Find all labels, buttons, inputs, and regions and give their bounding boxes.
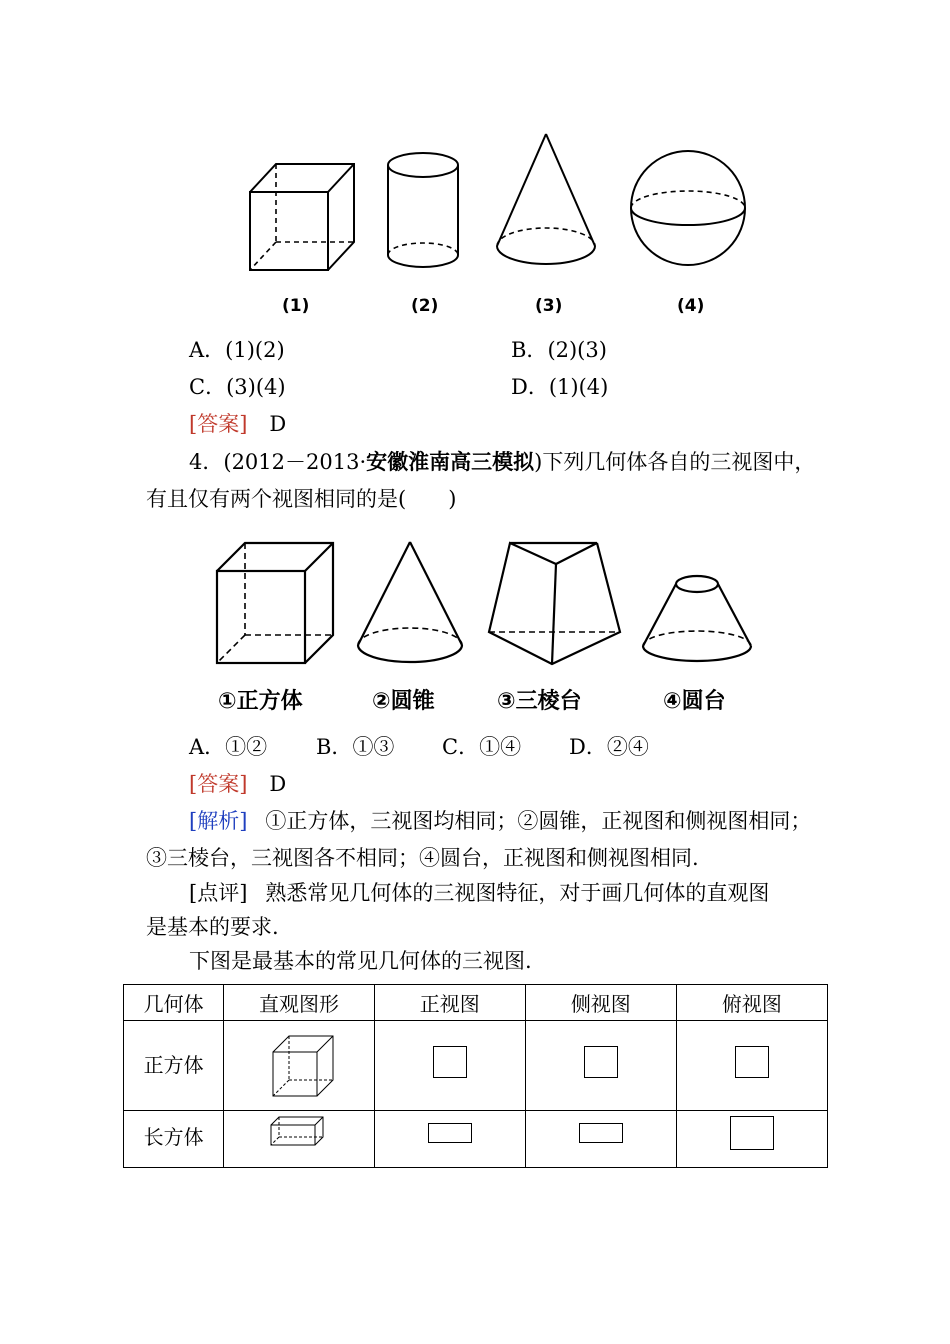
front-view-cell	[374, 1111, 525, 1168]
q3-cylinder-figure	[388, 153, 458, 267]
q3-sphere-figure	[631, 151, 745, 265]
q3-figure-label-2: (2)	[411, 296, 439, 316]
q4-figure-label-1: ①正方体	[218, 689, 303, 714]
header-cell: 俯视图	[676, 985, 827, 1021]
q3-option-a: A．(1)(2)	[189, 338, 285, 362]
top-view-square	[735, 1046, 769, 1078]
q4-comment-line2: 是基本的要求.	[146, 915, 279, 939]
table-intro: 下图是最基本的常见几何体的三视图.	[189, 949, 532, 973]
q4-option-a: A．①②	[189, 735, 268, 759]
q3-figure-label-3: (3)	[535, 296, 563, 316]
header-cell: 几何体	[124, 985, 224, 1021]
q4-option-c: C．①④	[442, 735, 522, 759]
q4-figures	[0, 530, 950, 680]
q4-figure-label-4: ④圆台	[663, 689, 726, 714]
cube-sketch	[259, 1028, 339, 1098]
header-cell: 侧视图	[525, 985, 676, 1021]
three-view-table	[123, 984, 828, 1168]
q3-cube-figure	[250, 164, 354, 270]
side-view-rect	[579, 1123, 623, 1143]
top-view-rect	[730, 1116, 774, 1150]
cuboid-sketch-cell	[224, 1111, 374, 1168]
comment-tag: [点评]	[189, 881, 248, 905]
cuboid-sketch	[267, 1113, 331, 1149]
table-row	[124, 1111, 828, 1168]
front-view-cell	[374, 1021, 525, 1111]
q3-answer: [答案] D	[189, 412, 287, 436]
q4-answer: [答案] D	[189, 772, 287, 796]
q3-figure-label-4: (4)	[677, 296, 705, 316]
q4-option-d: D．②④	[569, 735, 649, 759]
q4-stem-line1: 4．(2012－2013·安徽淮南高三模拟)下列几何体各自的三视图中，	[189, 449, 816, 474]
q4-cone-frustum-figure	[643, 576, 751, 661]
q3-option-b: B．(2)(3)	[511, 338, 607, 362]
analysis-tag: [解析]	[189, 809, 248, 833]
front-view-square	[433, 1046, 467, 1078]
q4-analysis-line2: ③三棱台，三视图各不相同；④圆台，正视图和侧视图相同.	[146, 846, 699, 870]
q4-analysis-line1: [解析] ①正方体，三视图均相同；②圆锥，正视图和侧视图相同；	[189, 809, 812, 833]
header-cell: 直观图形	[224, 985, 374, 1021]
q4-option-b: B．①③	[316, 735, 395, 759]
side-view-cell	[525, 1021, 676, 1111]
row-name: 正方体	[124, 1021, 224, 1111]
q4-stem-line2: 有且仅有两个视图相同的是( )	[146, 487, 457, 511]
side-view-square	[584, 1046, 618, 1078]
side-view-cell	[525, 1111, 676, 1168]
answer-tag: [答案]	[189, 412, 248, 436]
answer-tag: [答案]	[189, 772, 248, 796]
q3-figures	[0, 120, 950, 420]
table-row	[124, 1021, 828, 1111]
header-cell: 正视图	[374, 985, 525, 1021]
table-header-row	[124, 985, 828, 1021]
top-view-cell	[676, 1111, 827, 1168]
q4-comment-line1: [点评] 熟悉常见几何体的三视图特征，对于画几何体的直观图	[189, 881, 770, 905]
top-view-cell	[676, 1021, 827, 1111]
q3-option-c: C．(3)(4)	[189, 375, 286, 399]
q4-figure-label-2: ②圆锥	[372, 689, 435, 714]
q4-cone-figure	[358, 542, 462, 662]
q4-cube-figure	[217, 543, 333, 663]
front-view-rect	[428, 1123, 472, 1143]
q3-option-d: D．(1)(4)	[511, 375, 609, 399]
q3-figure-label-1: (1)	[282, 296, 310, 316]
row-name: 长方体	[124, 1111, 224, 1168]
q4-frustum-figure	[489, 543, 620, 664]
cube-sketch-cell	[224, 1021, 374, 1111]
q3-cone-figure	[497, 134, 595, 264]
q4-figure-label-3: ③三棱台	[497, 689, 582, 714]
